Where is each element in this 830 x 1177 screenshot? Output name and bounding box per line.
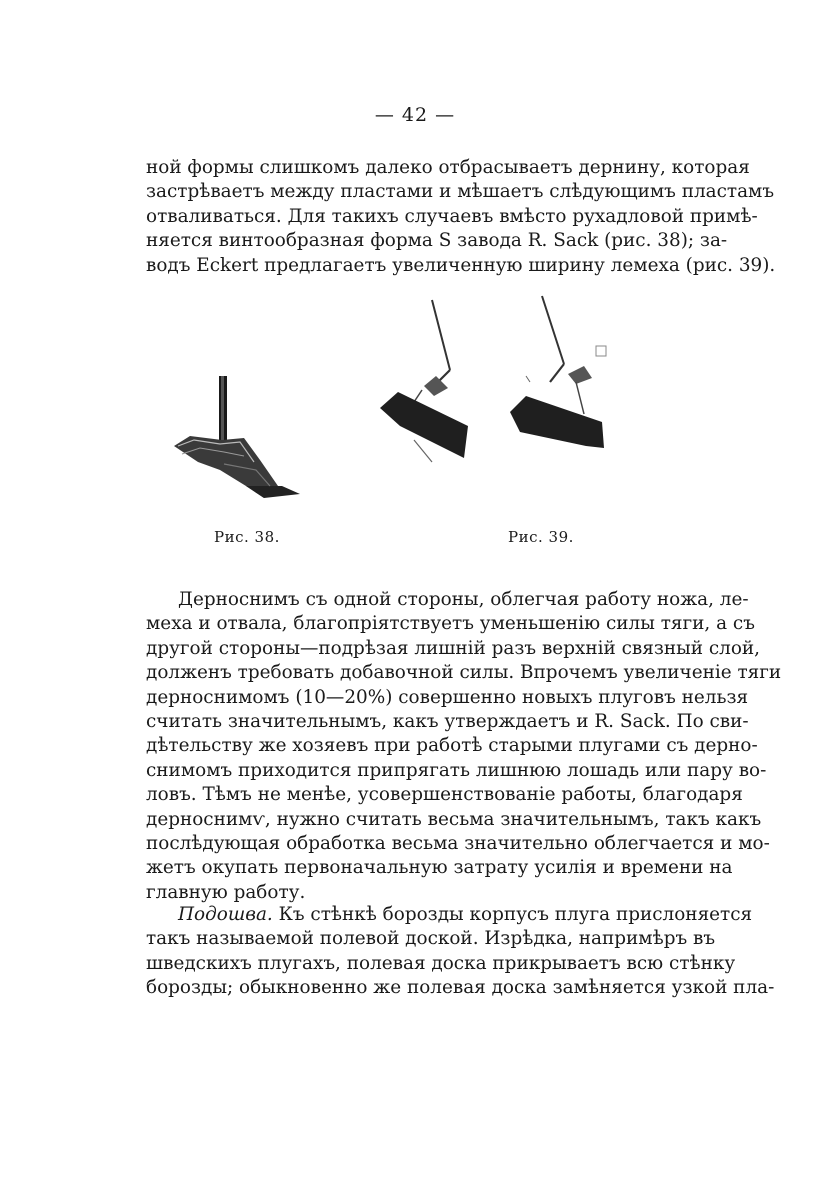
text-line: борозды; обыкновенно же полевая доска замѣняется узкой пла- — [146, 977, 775, 999]
text-line: ной формы слишкомъ далеко отбрасываетъ дернину, которая — [146, 157, 750, 178]
text-line: отваливаться. Для такихъ случаевъ вмѣсто рухадловой примѣ- — [146, 205, 758, 227]
text-line — [146, 903, 753, 927]
text-line: шведскихъ плугахъ, полевая доска прикрываетъ всю стѣнку — [146, 952, 736, 974]
text-line: Дерноснимъ съ одной стороны, облегчая работу ножа, ле- — [178, 589, 749, 610]
figure-39-caption: Рис. 39. — [508, 528, 574, 546]
text-line: дерноснимѵ, нужно считать весьма значительнымъ, такъ какъ — [146, 808, 762, 830]
text-line: главную работу. — [146, 881, 306, 903]
plow-figure-39 — [370, 290, 610, 500]
text-line: другой стороны—подрѣзая лишній разъ верхній связный слой, — [146, 637, 761, 659]
text-line: дѣтельству же хозяевъ при работѣ старыми плугами съ дерно- — [146, 735, 758, 757]
share — [246, 486, 300, 498]
text-line: няется винтообразная форма S завода R. Sack (рис. 38); за- — [146, 230, 728, 252]
text-line: ловъ. Тѣмъ не менѣе, усовершенствованіе работы, благодаря — [146, 784, 743, 806]
text-line: долженъ требовать добавочной силы. Впрочемъ увеличеніе тяги — [146, 662, 782, 684]
plow-right — [510, 296, 606, 448]
figure-38-caption: Рис. 38. — [214, 528, 280, 546]
text-line: такъ называемой полевой доской. Изрѣдка, напримѣръ въ — [146, 928, 716, 950]
text-line: дерноснимомъ (10—20%) совершенно новыхъ плуговъ нельзя — [146, 686, 749, 708]
section-heading: Подошва. — [178, 904, 273, 925]
share-right — [510, 396, 604, 448]
text-line: меха и отвала, благопріятствуетъ уменьшенію силы тяги, а съ — [146, 613, 755, 635]
heading-line-rest: Къ стѣнкѣ борозды корпусъ плуга прислоняется — [278, 904, 753, 925]
share-left — [380, 392, 468, 458]
text-line: жетъ окупать первоначальную затрату усилія и времени на — [146, 857, 733, 879]
plow-left — [380, 300, 468, 462]
paragraph-1 — [146, 156, 776, 278]
plow-figure-38 — [160, 368, 310, 508]
text-line: считать значительнымъ, какъ утверждаетъ и R. Sack. По сви- — [146, 711, 749, 733]
paragraph-2 — [146, 588, 782, 905]
paragraph-3 — [146, 903, 775, 1001]
text-line: послѣдующая обработка весьма значительно облегчается и мо- — [146, 833, 770, 855]
text-line: водъ Eckert предлагаетъ увеличенную ширину лемеха (рис. 39). — [146, 254, 776, 276]
text-line: снимомъ приходится припрягать лишнюю лошадь или пару во- — [146, 759, 767, 781]
page-number: — 42 — — [374, 104, 456, 126]
text-line: застрѣваетъ между пластами и мѣшаетъ слѣдующимъ пластамъ — [146, 181, 775, 203]
